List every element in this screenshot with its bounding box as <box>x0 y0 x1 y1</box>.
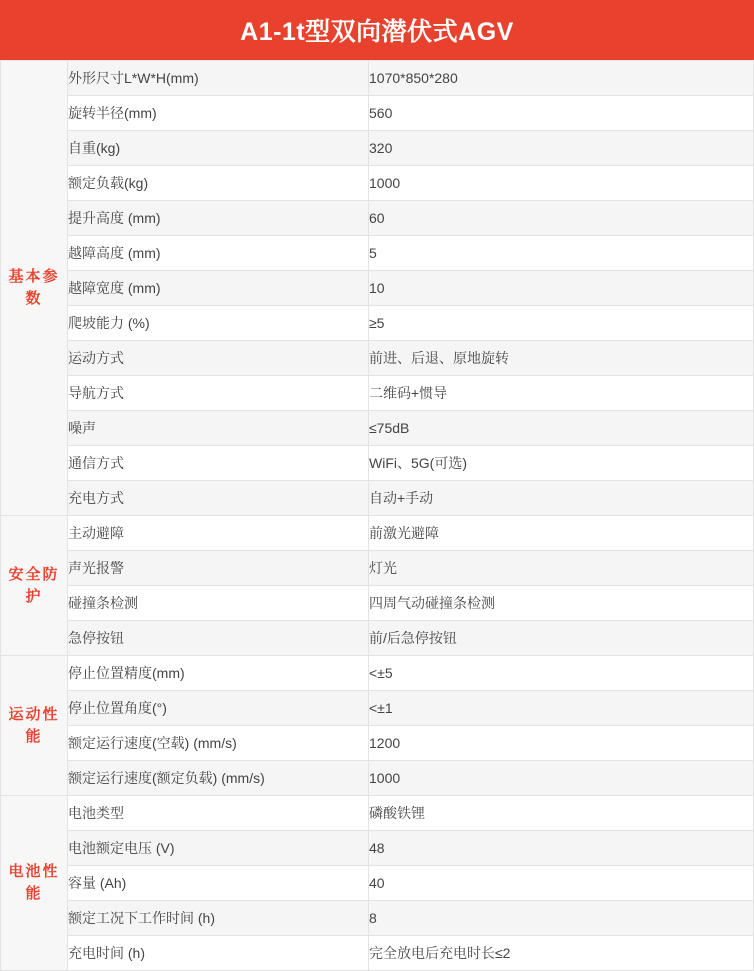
spec-value: 前/后急停按钮 <box>369 621 754 656</box>
table-row <box>1 236 754 271</box>
spec-label: 急停按钮 <box>68 621 369 656</box>
spec-value: <±5 <box>369 656 754 691</box>
spec-value: ≤75dB <box>369 411 754 446</box>
spec-value: 60 <box>369 201 754 236</box>
spec-label: 越障高度 (mm) <box>68 236 369 271</box>
group-label-1 <box>1 61 68 516</box>
table-row <box>1 61 754 96</box>
spec-value: 前进、后退、原地旋转 <box>369 341 754 376</box>
group-label-4 <box>1 796 68 971</box>
spec-label: 旋转半径(mm) <box>68 96 369 131</box>
table-row <box>1 201 754 236</box>
table-row <box>1 866 754 901</box>
table-row <box>1 796 754 831</box>
spec-label: 额定运行速度(空载) (mm/s) <box>68 726 369 761</box>
table-row <box>1 621 754 656</box>
table-row <box>1 166 754 201</box>
table-row <box>1 96 754 131</box>
spec-value: 8 <box>369 901 754 936</box>
table-row <box>1 586 754 621</box>
spec-label: 声光报警 <box>68 551 369 586</box>
spec-label: 充电时间 (h) <box>68 936 369 971</box>
spec-label: 额定工况下工作时间 (h) <box>68 901 369 936</box>
page-title-bar <box>0 0 754 60</box>
spec-label: 容量 (Ah) <box>68 866 369 901</box>
spec-label: 碰撞条检测 <box>68 586 369 621</box>
table-row <box>1 341 754 376</box>
spec-value: 320 <box>369 131 754 166</box>
table-row <box>1 656 754 691</box>
spec-label: 充电方式 <box>68 481 369 516</box>
spec-label: 导航方式 <box>68 376 369 411</box>
table-row <box>1 831 754 866</box>
spec-value: ≥5 <box>369 306 754 341</box>
table-row <box>1 901 754 936</box>
spec-value: 完全放电后充电时长≤2 <box>369 936 754 971</box>
spec-label: 电池类型 <box>68 796 369 831</box>
spec-value: WiFi、5G(可选) <box>369 446 754 481</box>
spec-value: 四周气动碰撞条检测 <box>369 586 754 621</box>
table-row <box>1 761 754 796</box>
table-row <box>1 551 754 586</box>
spec-label: 噪声 <box>68 411 369 446</box>
spec-value: 二维码+惯导 <box>369 376 754 411</box>
spec-label: 爬坡能力 (%) <box>68 306 369 341</box>
spec-label: 主动避障 <box>68 516 369 551</box>
table-row <box>1 376 754 411</box>
table-row <box>1 516 754 551</box>
spec-label: 额定运行速度(额定负载) (mm/s) <box>68 761 369 796</box>
spec-value: 5 <box>369 236 754 271</box>
spec-table <box>0 60 754 971</box>
spec-label: 提升高度 (mm) <box>68 201 369 236</box>
group-label-3 <box>1 656 68 796</box>
spec-value: 磷酸铁锂 <box>369 796 754 831</box>
group-label-2 <box>1 516 68 656</box>
spec-label: 额定负载(kg) <box>68 166 369 201</box>
spec-value: 560 <box>369 96 754 131</box>
spec-value: 1200 <box>369 726 754 761</box>
spec-value: 48 <box>369 831 754 866</box>
spec-value: <±1 <box>369 691 754 726</box>
table-row <box>1 131 754 166</box>
table-row <box>1 691 754 726</box>
spec-label: 运动方式 <box>68 341 369 376</box>
table-row <box>1 411 754 446</box>
spec-label: 自重(kg) <box>68 131 369 166</box>
spec-value: 灯光 <box>369 551 754 586</box>
group-label-text: 基本参数 <box>8 268 60 307</box>
table-row <box>1 306 754 341</box>
spec-label: 通信方式 <box>68 446 369 481</box>
page-title: A1-1t型双向潜伏式AGV <box>240 18 514 46</box>
group-label-text: 运动性能 <box>8 705 60 745</box>
spec-value: 自动+手动 <box>369 481 754 516</box>
spec-label: 电池额定电压 (V) <box>68 831 369 866</box>
spec-value: 10 <box>369 271 754 306</box>
group-label-text: 电池性能 <box>8 863 60 902</box>
spec-label: 停止位置角度(°) <box>68 691 369 726</box>
table-row <box>1 446 754 481</box>
table-row <box>1 481 754 516</box>
group-label-text: 安全防护 <box>8 565 60 605</box>
spec-value: 1000 <box>369 761 754 796</box>
spec-label: 越障宽度 (mm) <box>68 271 369 306</box>
spec-label: 停止位置精度(mm) <box>68 656 369 691</box>
table-row <box>1 271 754 306</box>
spec-table-body <box>1 61 754 971</box>
spec-label: 外形尺寸L*W*H(mm) <box>68 61 369 96</box>
spec-value: 1000 <box>369 166 754 201</box>
spec-value: 40 <box>369 866 754 901</box>
table-row <box>1 936 754 971</box>
spec-value: 前激光避障 <box>369 516 754 551</box>
spec-value: 1070*850*280 <box>369 61 754 96</box>
table-row <box>1 726 754 761</box>
